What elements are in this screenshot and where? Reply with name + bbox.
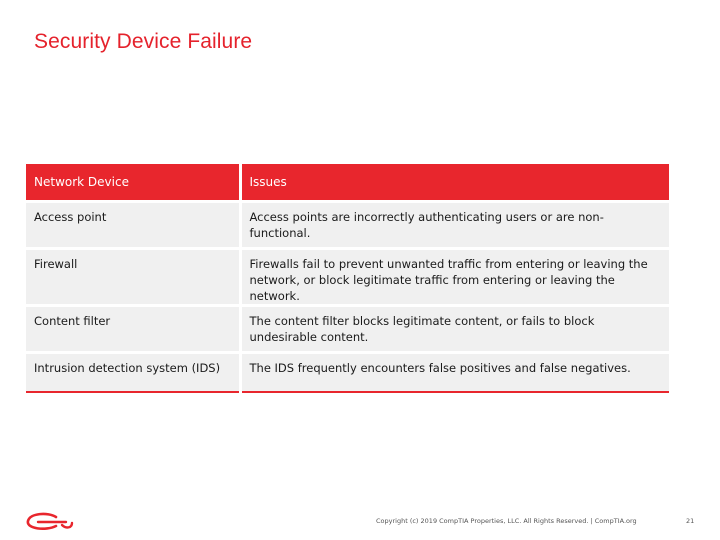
table-row bbox=[26, 306, 669, 353]
issue-cell: The IDS frequently encounters false positives and false negatives. bbox=[240, 353, 669, 393]
comptia-logo-icon bbox=[26, 512, 74, 532]
device-cell: Access point bbox=[26, 202, 240, 249]
page-number: 21 bbox=[686, 517, 695, 525]
issue-cell: Access points are incorrectly authenticating users or are non-functional. bbox=[240, 202, 669, 249]
device-cell: Firewall bbox=[26, 249, 240, 306]
table-row bbox=[26, 202, 669, 249]
device-issues-table bbox=[26, 164, 669, 393]
issue-cell: Firewalls fail to prevent unwanted traffic from entering or leaving the network, or block legitimate traffic from entering or leaving the network. bbox=[240, 249, 669, 306]
table-header-row bbox=[26, 164, 669, 202]
table-row bbox=[26, 249, 669, 306]
header-issues: Issues bbox=[240, 164, 669, 202]
header-network-device: Network Device bbox=[26, 164, 240, 202]
issue-cell: The content filter blocks legitimate content, or fails to block undesirable content. bbox=[240, 306, 669, 353]
footer-copyright: Copyright (c) 2019 CompTIA Properties, LLC. All Rights Reserved. | CompTIA.org bbox=[376, 517, 637, 525]
device-cell: Intrusion detection system (IDS) bbox=[26, 353, 240, 393]
table-row bbox=[26, 353, 669, 393]
slide-title: Security Device Failure bbox=[34, 30, 253, 53]
device-cell: Content filter bbox=[26, 306, 240, 353]
